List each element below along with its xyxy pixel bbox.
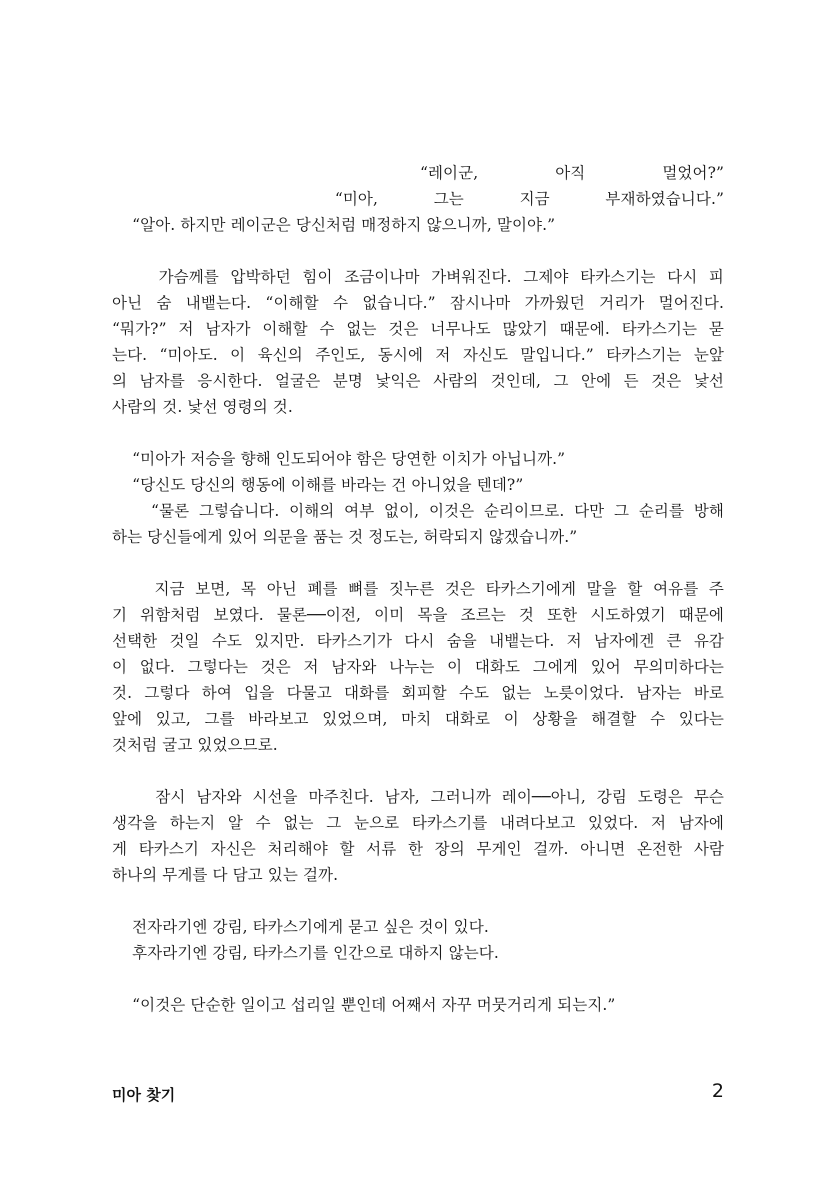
- text-line: “레이군, 아직 멀었어?”: [112, 164, 724, 182]
- text-line: 잠시 남자와 시선을 마주친다. 남자, 그러니까 레이──아니, 강림 도령은 무슨: [112, 788, 724, 806]
- text-line: “당신도 당신의 행동에 이해를 바라는 건 아니었을 텐데?”: [112, 476, 524, 494]
- text-line: 후자라기엔 강림, 타카스기를 인간으로 대하지 않는다.: [112, 944, 499, 962]
- text-line: 가슴께를 압박하던 힘이 조금이나마 가벼워진다. 그제야 타카스기는 다시 피: [112, 268, 724, 286]
- paragraph-dialogue-1: [112, 160, 724, 238]
- text-line: 앞에 있고, 그를 바라보고 있었으며, 마치 대화로 이 상황을 해결할 수 있다는: [112, 710, 724, 728]
- text-line: “알아. 하지만 레이군은 당신처럼 매정하지 않으니까, 말이야.”: [112, 216, 556, 234]
- text-line: 것. 그렇다 하여 입을 다물고 대화를 회피할 수도 없는 노릇이었다. 남자는 바로: [112, 684, 724, 702]
- text-line: 지금 보면, 목 아닌 폐를 뼈를 짓누른 것은 타카스기에게 말을 할 여유를 주: [112, 580, 724, 598]
- text-line: 아닌 숨 내뱉는다. “이해할 수 없습니다.” 잠시나마 가까웠던 거리가 멀어진다.: [112, 294, 724, 312]
- body-text: [112, 160, 724, 1018]
- paragraph-narration-2: [112, 576, 724, 758]
- paragraph-contrast: [112, 914, 724, 966]
- text-line: “미아, 그는 지금 부재하였습니다.”: [112, 190, 724, 208]
- text-line: “물론 그렇습니다. 이해의 여부 없이, 이것은 순리이므로. 다만 그 순리를 방해: [112, 502, 724, 520]
- text-line: 하나의 무게를 다 담고 있는 걸까.: [112, 866, 339, 884]
- text-line: 기 위함처럼 보였다. 물론──이전, 이미 목을 조르는 것 또한 시도하였기 때문에: [112, 606, 724, 624]
- footer-book-title: 미아 찾기: [112, 1086, 176, 1104]
- text-line: “이것은 단순한 일이고 섭리일 뿐인데 어째서 자꾸 머뭇거리게 되는지.”: [112, 996, 616, 1014]
- text-line: 의 남자를 응시한다. 얼굴은 분명 낯익은 사람의 것인데, 그 안에 든 것은 낯선: [112, 372, 724, 390]
- paragraph-narration-3: [112, 784, 724, 888]
- text-line: 선택한 것일 수도 있지만. 타카스기가 다시 숨을 내뱉는다. 저 남자에겐 큰 유감: [112, 632, 724, 650]
- text-line: 것처럼 굴고 있었으므로.: [112, 736, 278, 754]
- paragraph-narration-1: [112, 264, 724, 420]
- text-line: 게 타카스기 자신은 처리해야 할 서류 한 장의 무게인 걸까. 아니면 온전한 사람: [112, 840, 724, 858]
- text-line: “뭐가?” 저 남자가 이해할 수 없는 것은 너무나도 많았기 때문에. 타카스기는 묻: [112, 320, 724, 338]
- paragraph-closing-quote: [112, 992, 724, 1018]
- text-line: 생각을 하는지 알 수 없는 그 눈으로 타카스기를 내려다보고 있었다. 저 남자에: [112, 814, 724, 832]
- text-line: 는다. “미아도. 이 육신의 주인도, 동시에 저 자신도 말입니다.” 타카스기는 눈앞: [112, 346, 724, 364]
- text-line: 전자라기엔 강림, 타카스기에게 묻고 싶은 것이 있다.: [112, 918, 489, 936]
- text-line: “미아가 저승을 향해 인도되어야 함은 당연한 이치가 아닙니까.”: [112, 450, 566, 468]
- text-line: 이 없다. 그렇다는 것은 저 남자와 나누는 이 대화도 그에게 있어 무의미하다는: [112, 658, 724, 676]
- paragraph-dialogue-2: [112, 446, 724, 550]
- text-line: 사람의 것. 낯선 영령의 것.: [112, 398, 293, 416]
- text-line: 하는 당신들에게 있어 의문을 품는 것 정도는, 허락되지 않겠습니까.”: [112, 528, 578, 546]
- page-number: 2: [711, 1080, 724, 1102]
